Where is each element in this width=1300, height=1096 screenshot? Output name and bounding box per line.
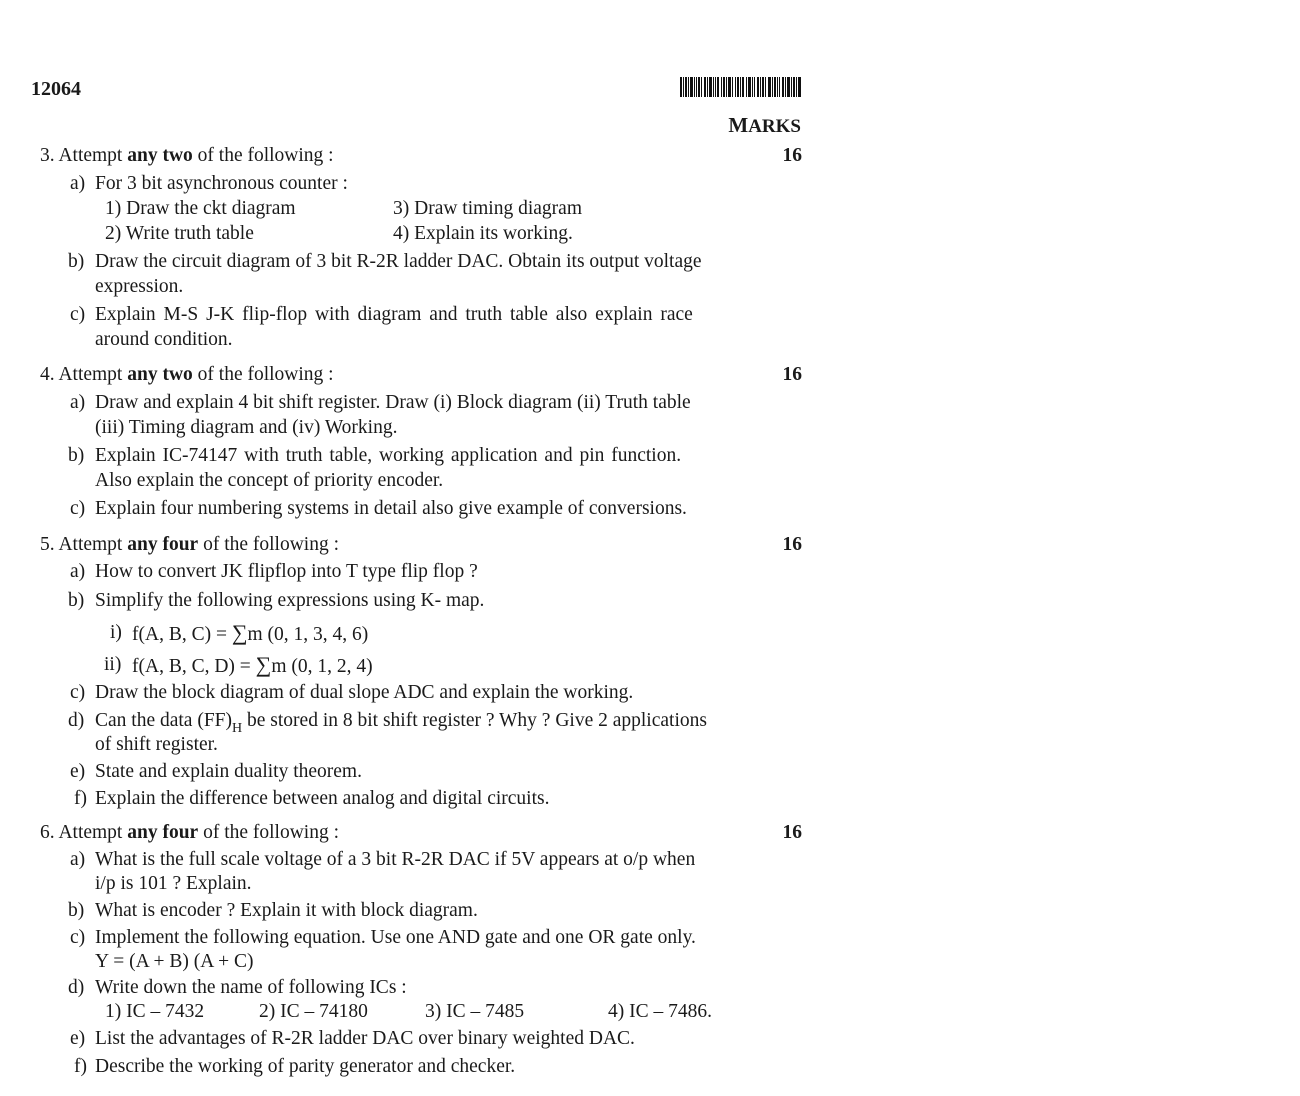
q6-d-item-4: 4) IC – 7486. (608, 1001, 712, 1022)
q6-f-text: Describe the working of parity generator and checker. (95, 1056, 516, 1077)
q4-b-label: b) (68, 445, 85, 466)
q5-b-ii-expression: f(A, B, C, D) = ∑m (0, 1, 2, 4) (132, 652, 373, 677)
q6-d-text: Write down the name of following ICs : (95, 977, 407, 998)
question-4-marks: 16 (782, 364, 802, 385)
q5-b-text: Simplify the following expressions using K- map. (95, 590, 485, 611)
q3-a-item-1: 1) Draw the ckt diagram (105, 198, 296, 219)
q5-b-ii-label: ii) (104, 654, 122, 675)
q6-d-label: d) (68, 977, 85, 998)
paper-code: 12064 (31, 78, 81, 100)
q4-a-line-1: Draw and explain 4 bit shift register. Draw (i) Block diagram (ii) Truth table (95, 392, 691, 413)
q3-a-item-2: 2) Write truth table (105, 223, 254, 244)
q5-b-i-expression: f(A, B, C) = ∑m (0, 1, 3, 4, 6) (132, 620, 369, 645)
q4-b-line-1: Explain IC-74147 with truth table, working application and pin function. (95, 445, 682, 466)
question-6-heading: 6. Attempt any four of the following : (40, 822, 340, 843)
q3-c-line-1: Explain M-S J-K flip-flop with diagram and truth table also explain race (95, 304, 693, 325)
q3-b-line-1: Draw the circuit diagram of 3 bit R-2R ladder DAC. Obtain its output voltage (95, 251, 702, 272)
q6-a-line-2: i/p is 101 ? Explain. (95, 873, 252, 894)
q5-b-i-label: i) (110, 622, 122, 643)
q4-a-line-2: (iii) Timing diagram and (iv) Working. (95, 417, 398, 438)
q6-d-item-1: 1) IC – 7432 (105, 1001, 205, 1022)
question-4-heading: 4. Attempt any two of the following : (40, 364, 334, 385)
q6-d-item-3: 3) IC – 7485 (425, 1001, 525, 1022)
q6-a-label: a) (70, 849, 86, 870)
marks-heading: MARKS (728, 113, 801, 137)
q5-d-line-1: Can the data $(FF)_H$ be stored in 8 bit shift register ? Why ? Give 2 applications (95, 710, 707, 736)
q6-d-item-2: 2) IC – 74180 (259, 1001, 368, 1022)
q6-f-label: f) (74, 1056, 87, 1077)
question-6-marks: 16 (782, 822, 802, 843)
q3-a-item-4: 4) Explain its working. (393, 223, 573, 244)
q3-c-label: c) (70, 304, 86, 325)
q4-c-label: c) (70, 498, 86, 519)
q5-f-label: f) (74, 788, 87, 809)
q5-a-label: a) (70, 561, 86, 582)
q6-c-line-1: Implement the following equation. Use one AND gate and one OR gate only. (95, 927, 696, 948)
q6-c-label: c) (70, 927, 86, 948)
q5-f-text: Explain the difference between analog and digital circuits. (95, 788, 550, 809)
question-3-marks: 16 (782, 145, 802, 166)
q3-b-label: b) (68, 251, 85, 272)
q3-c-line-2: around condition. (95, 329, 233, 350)
q5-e-label: e) (70, 761, 86, 782)
q3-a-text: For 3 bit asynchronous counter : (95, 173, 348, 194)
q6-c-line-2: Y = (A + B) (A + C) (95, 951, 254, 972)
q5-d-label: d) (68, 710, 85, 731)
question-3-heading: 3. Attempt any two of the following : (40, 145, 334, 166)
q6-b-label: b) (68, 900, 85, 921)
q6-a-line-1: What is the full scale voltage of a 3 bit R-2R DAC if 5V appears at o/p when (95, 849, 696, 870)
q6-e-text: List the advantages of R-2R ladder DAC over binary weighted DAC. (95, 1028, 635, 1049)
q4-c-line-1: Explain four numbering systems in detail also give example of conversions. (95, 498, 687, 519)
q4-a-label: a) (70, 392, 86, 413)
barcode-image (680, 77, 801, 97)
q5-b-label: b) (68, 590, 85, 611)
q3-b-line-2: expression. (95, 276, 184, 297)
q6-e-label: e) (70, 1028, 86, 1049)
q5-d-line-2: of shift register. (95, 734, 218, 755)
q6-b-text: What is encoder ? Explain it with block diagram. (95, 900, 478, 921)
q5-c-label: c) (70, 682, 86, 703)
question-5-marks: 16 (782, 534, 802, 555)
q5-e-text: State and explain duality theorem. (95, 761, 362, 782)
q4-b-line-2: Also explain the concept of priority encoder. (95, 470, 444, 491)
question-5-heading: 5. Attempt any four of the following : (40, 534, 340, 555)
q3-a-label: a) (70, 173, 86, 194)
q5-a-text: How to convert JK flipflop into T type flip flop ? (95, 561, 478, 582)
q5-c-text: Draw the block diagram of dual slope ADC and explain the working. (95, 682, 634, 703)
q3-a-item-3: 3) Draw timing diagram (393, 198, 582, 219)
